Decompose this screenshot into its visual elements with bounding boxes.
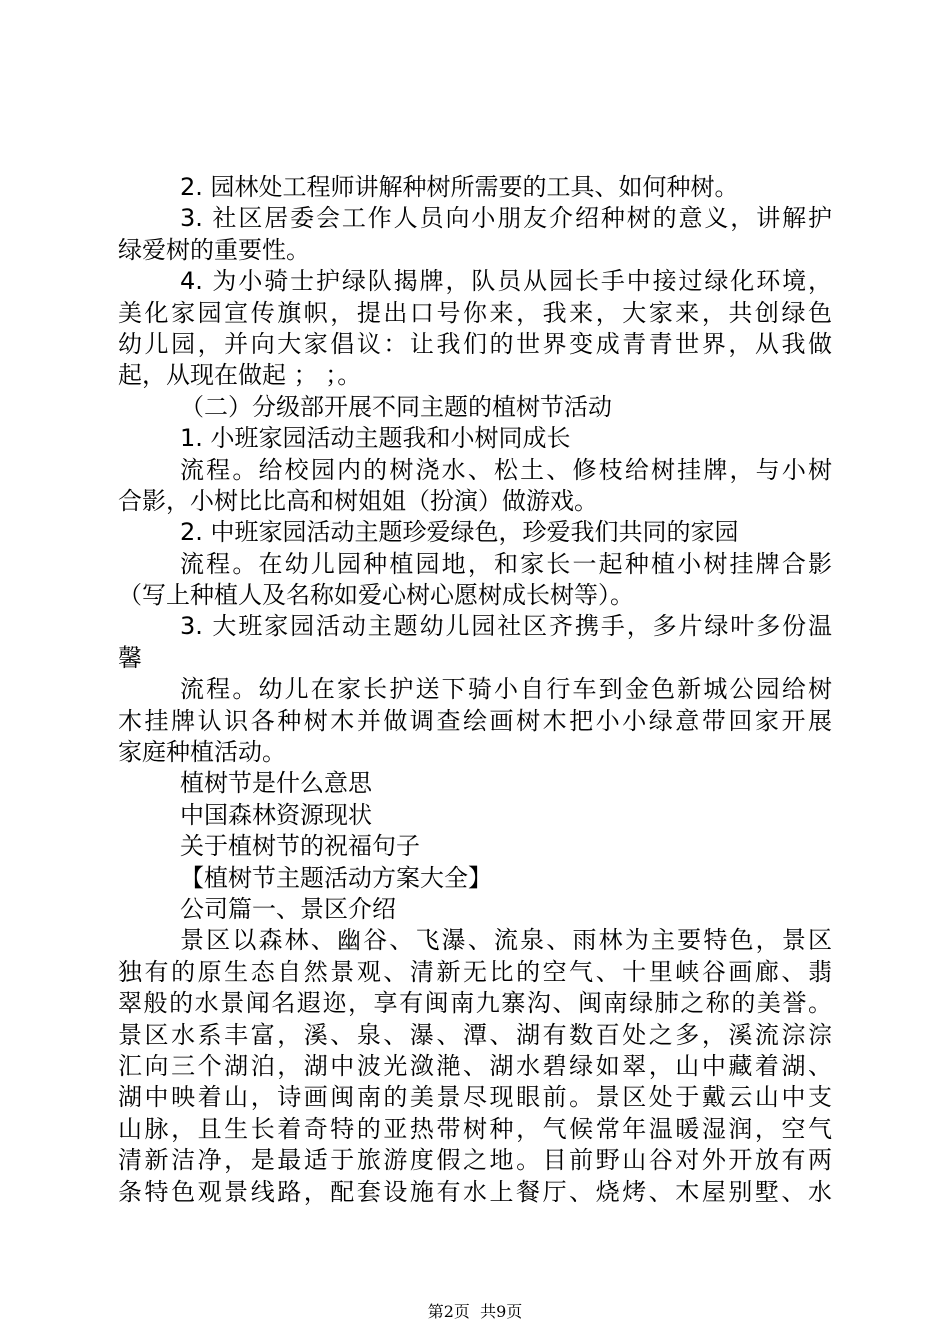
text-line: 4. 为小骑士护绿队揭牌，队员从园长手中接过绿化环境， [180, 267, 832, 296]
text-line: 翠般的水景闻名遐迩，享有闽南九寨沟、闽南绿肺之称的美誉。 [118, 989, 832, 1018]
text-line: 绿爱树的重要性。 [118, 235, 310, 264]
text-line: 清新洁净，是最适于旅游度假之地。目前野山谷对外开放有两 [118, 1146, 832, 1175]
text-line: 3. 社区居委会工作人员向小朋友介绍种树的意义，讲解护 [180, 204, 832, 233]
text-line: 【植树节主题活动方案大全】 [180, 863, 492, 892]
page-number: 第2页 共9页 [427, 1302, 523, 1321]
text-line: 木挂牌认识各种树木并做调查绘画树木把小小绿意带回家开展 [118, 706, 832, 735]
text-line: 条特色观景线路，配套设施有水上餐厅、烧烤、木屋别墅、水 [118, 1177, 832, 1206]
text-line: 馨 [118, 643, 142, 672]
text-line: 山脉，且生长着奇特的亚热带树种，气候常年温暖湿润，空气 [118, 1114, 832, 1143]
text-line: （二）分级部开展不同主题的植树节活动 [180, 392, 612, 421]
text-line: 景区水系丰富，溪、泉、瀑、潭、湖有数百处之多，溪流淙淙 [118, 1020, 832, 1049]
text-line: 流程。幼儿在家长护送下骑小自行车到金色新城公园给树 [180, 675, 832, 704]
text-line: 1. 小班家园活动主题我和小树同成长 [180, 424, 571, 453]
text-line: 景区以森林、幽谷、飞瀑、流泉、雨林为主要特色，景区 [180, 926, 832, 955]
page-footer [0, 1299, 950, 1322]
text-line: 汇向三个湖泊，湖中波光潋滟、湖水碧绿如翠，山中藏着湖、 [118, 1051, 832, 1080]
text-line: 关于植树节的祝福句子 [180, 832, 420, 861]
text-line: （写上种植人及名称如爱心树心愿树成长树等）。 [118, 581, 634, 610]
text-line: 植树节是什么意思 [180, 769, 372, 798]
text-line: 2. 中班家园活动主题珍爱绿色，珍爱我们共同的家园 [180, 518, 739, 547]
text-line: 流程。给校园内的树浇水、松土、修枝给树挂牌，与小树 [180, 455, 832, 484]
text-line: 美化家园宣传旗帜，提出口号你来，我来，大家来，共创绿色 [118, 298, 832, 327]
text-line: 公司篇一、景区介绍 [180, 894, 396, 923]
text-line: 2. 园林处工程师讲解种树所需要的工具、如何种树。 [180, 173, 739, 201]
text-line: 合影，小树比比高和树姐姐（扮演）做游戏。 [118, 486, 598, 515]
text-line: 独有的原生态自然景观、清新无比的空气、十里峡谷画廊、翡 [118, 957, 832, 986]
text-line: 家庭种植活动。 [118, 738, 286, 767]
document-body [118, 172, 832, 1208]
text-line: 3. 大班家园活动主题幼儿园社区齐携手，多片绿叶多份温 [180, 612, 832, 641]
text-line: 湖中映着山，诗画闽南的美景尽现眼前。景区处于戴云山中支 [118, 1083, 832, 1112]
text-line: 幼儿园，并向大家倡议：让我们的世界变成青青世界，从我做 [118, 329, 832, 358]
text-line: 中国森林资源现状 [180, 800, 372, 829]
text-line: 起，从现在做起 ； ；。 [118, 361, 362, 390]
text-line: 流程。在幼儿园种植园地，和家长一起种植小树挂牌合影 [180, 549, 832, 578]
